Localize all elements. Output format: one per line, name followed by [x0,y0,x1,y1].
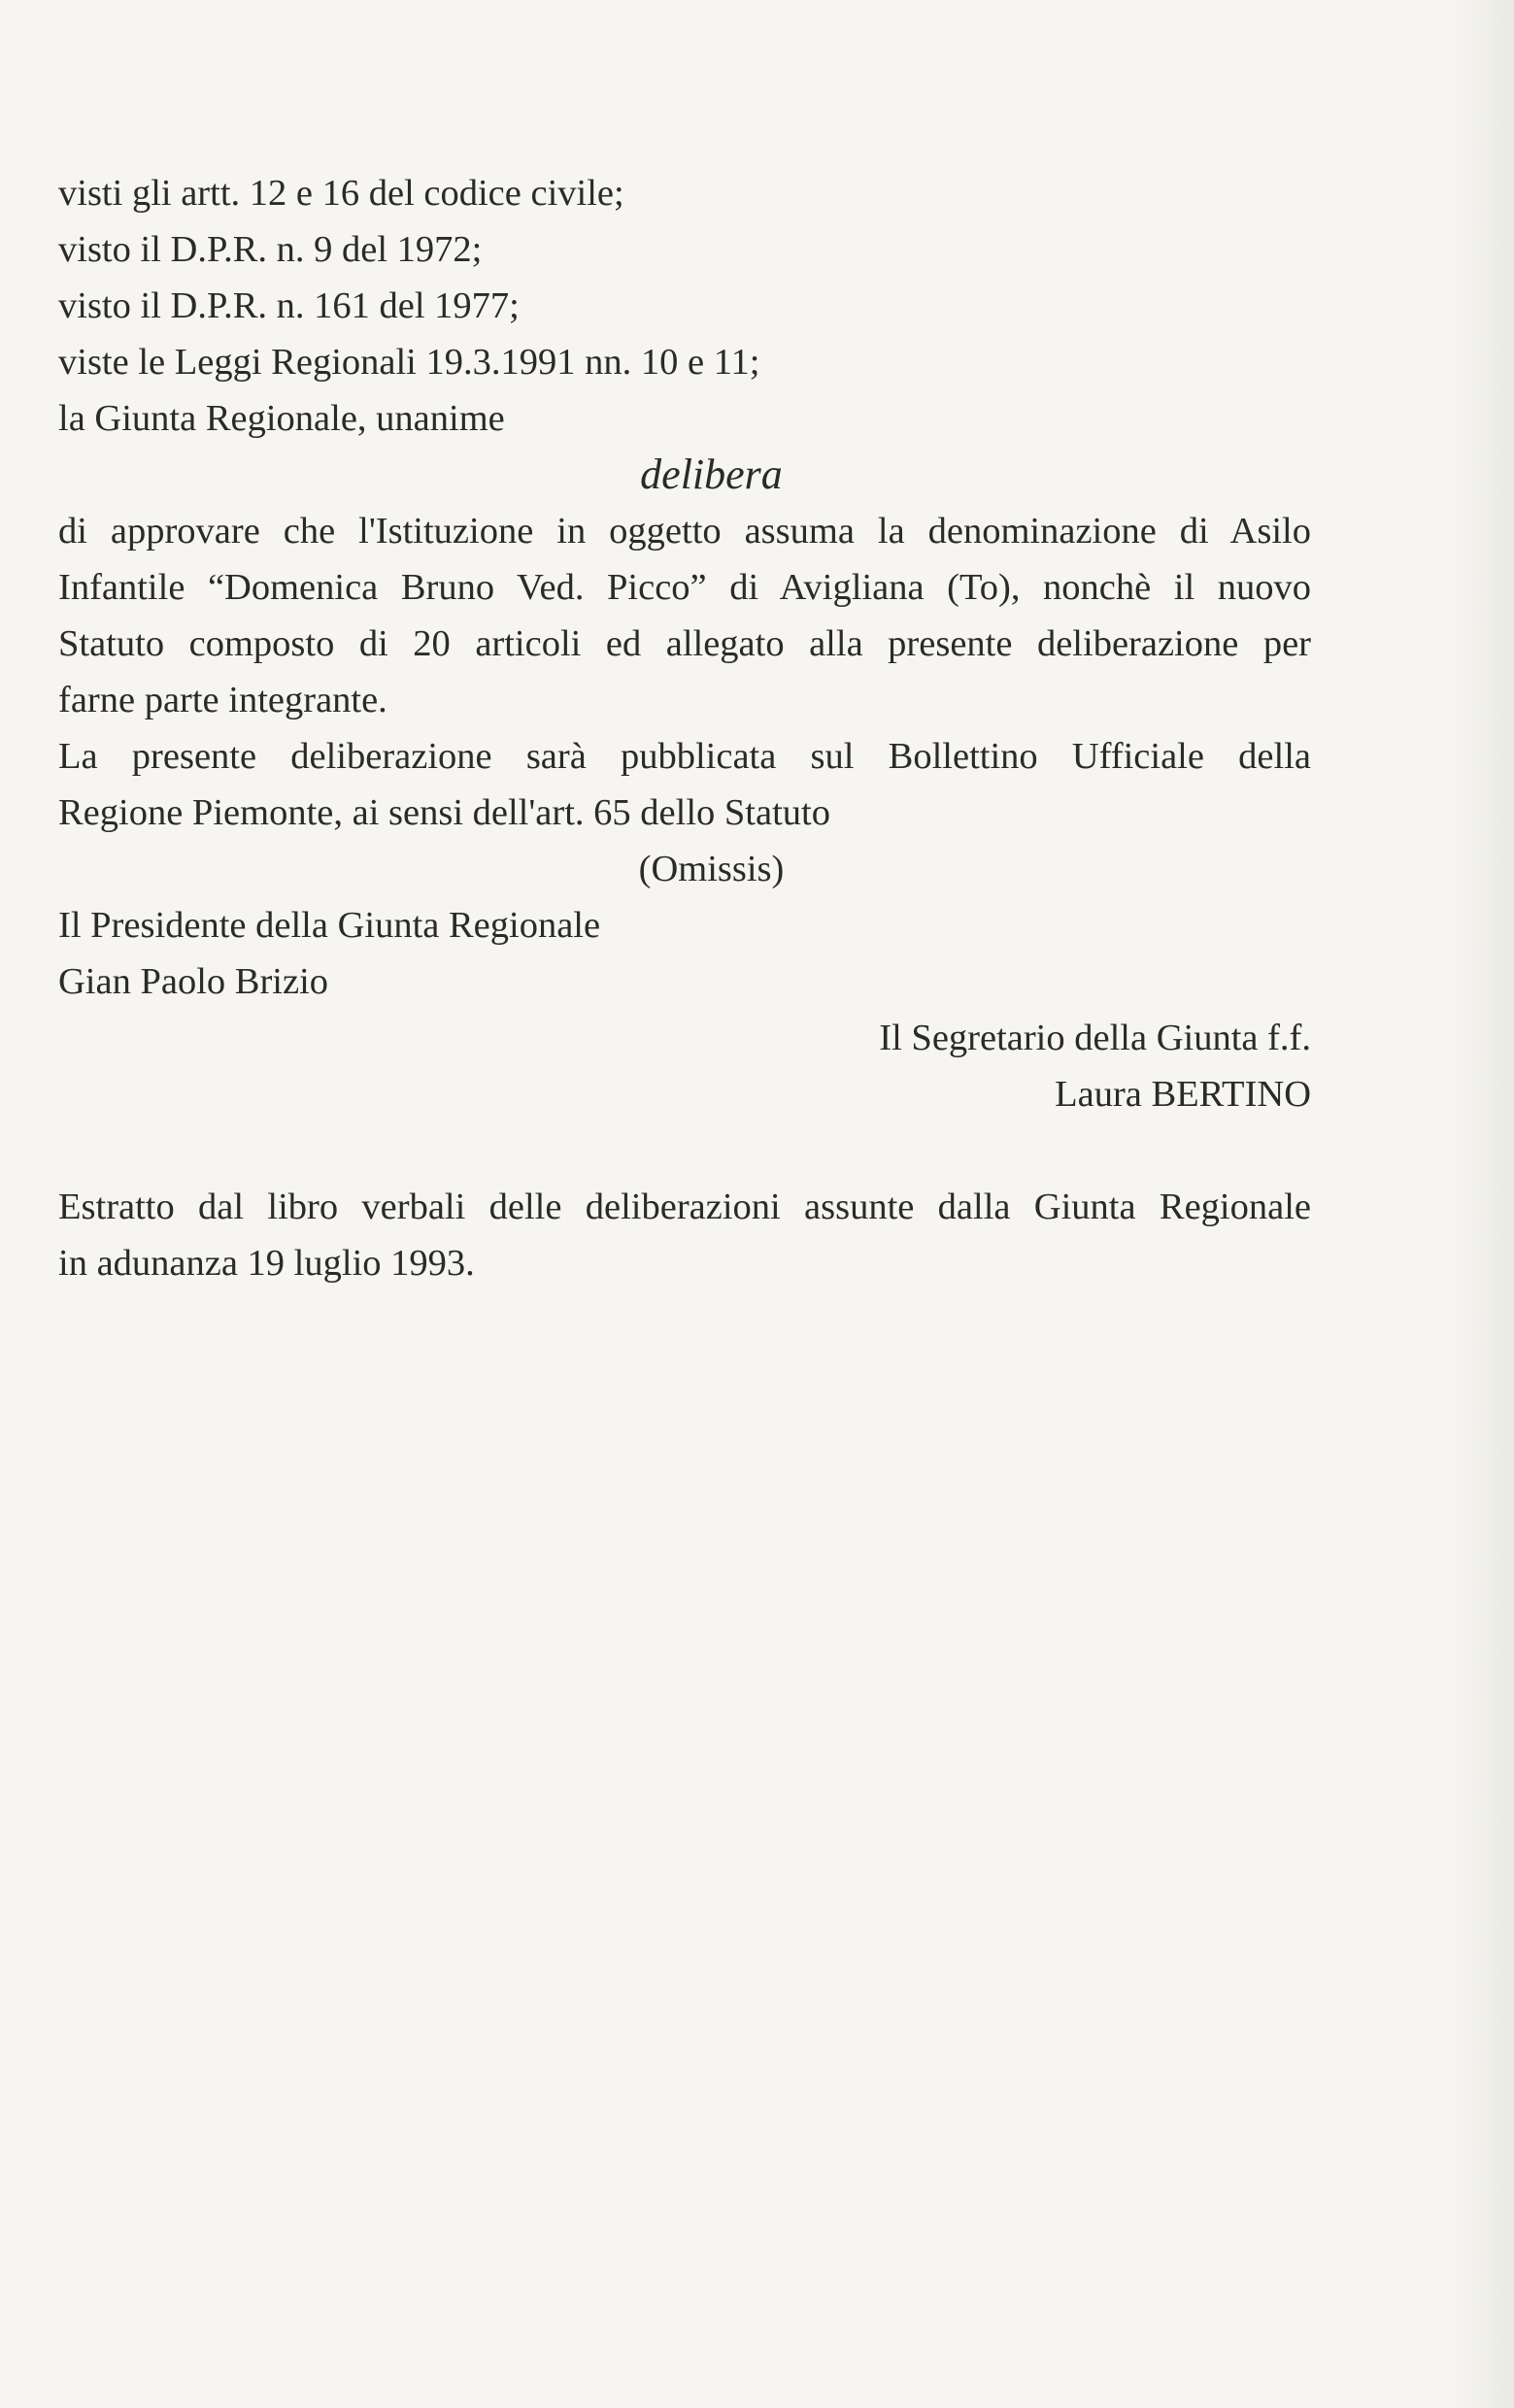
premise-line: visti gli artt. 12 e 16 del codice civile; [58,173,624,214]
spacer [58,1122,1311,1179]
page-edge-shadow [1456,0,1514,2408]
premise-line: viste le Leggi Regionali 19.3.1991 nn. 10 e 11; [58,342,760,383]
secretary-name: Laura BERTINO [1055,1074,1311,1115]
publication-line-last: Regione Piemonte, ai sensi dell'art. 65 dello Statuto [58,792,830,833]
resolution-line-last: farne parte integrante. [58,680,387,720]
secretary-title: Il Segretario della Giunta f.f. [879,1018,1311,1058]
delibera-heading: delibera [640,451,783,498]
resolution-line: Infantile “Domenica Bruno Ved. Picco” di Avigliana (To), nonchè il nuovo [58,567,1311,608]
premise-line: visto il D.P.R. n. 9 del 1972; [58,229,483,270]
publication-line: La presente deliberazione sarà pubblicata sul Bollettino Ufficiale della [58,736,1311,777]
extract-line-last: in adunanza 19 luglio 1993. [58,1243,475,1284]
resolution-line: Statuto composto di 20 articoli ed allegato alla presente deliberazione per [58,623,1311,664]
president-name: Gian Paolo Brizio [58,961,329,1002]
extract-line: Estratto dal libro verbali delle deliberazioni assunte dalla Giunta Regionale [58,1187,1311,1227]
omissis-note: (Omissis) [638,849,785,889]
president-title: Il Presidente della Giunta Regionale [58,905,601,946]
deliberation-text [58,165,1311,1291]
premise-line: visto il D.P.R. n. 161 del 1977; [58,285,520,326]
premise-line: la Giunta Regionale, unanime [58,398,505,439]
resolution-line: di approvare che l'Istituzione in oggetto assuma la denominazione di Asilo [58,511,1311,552]
